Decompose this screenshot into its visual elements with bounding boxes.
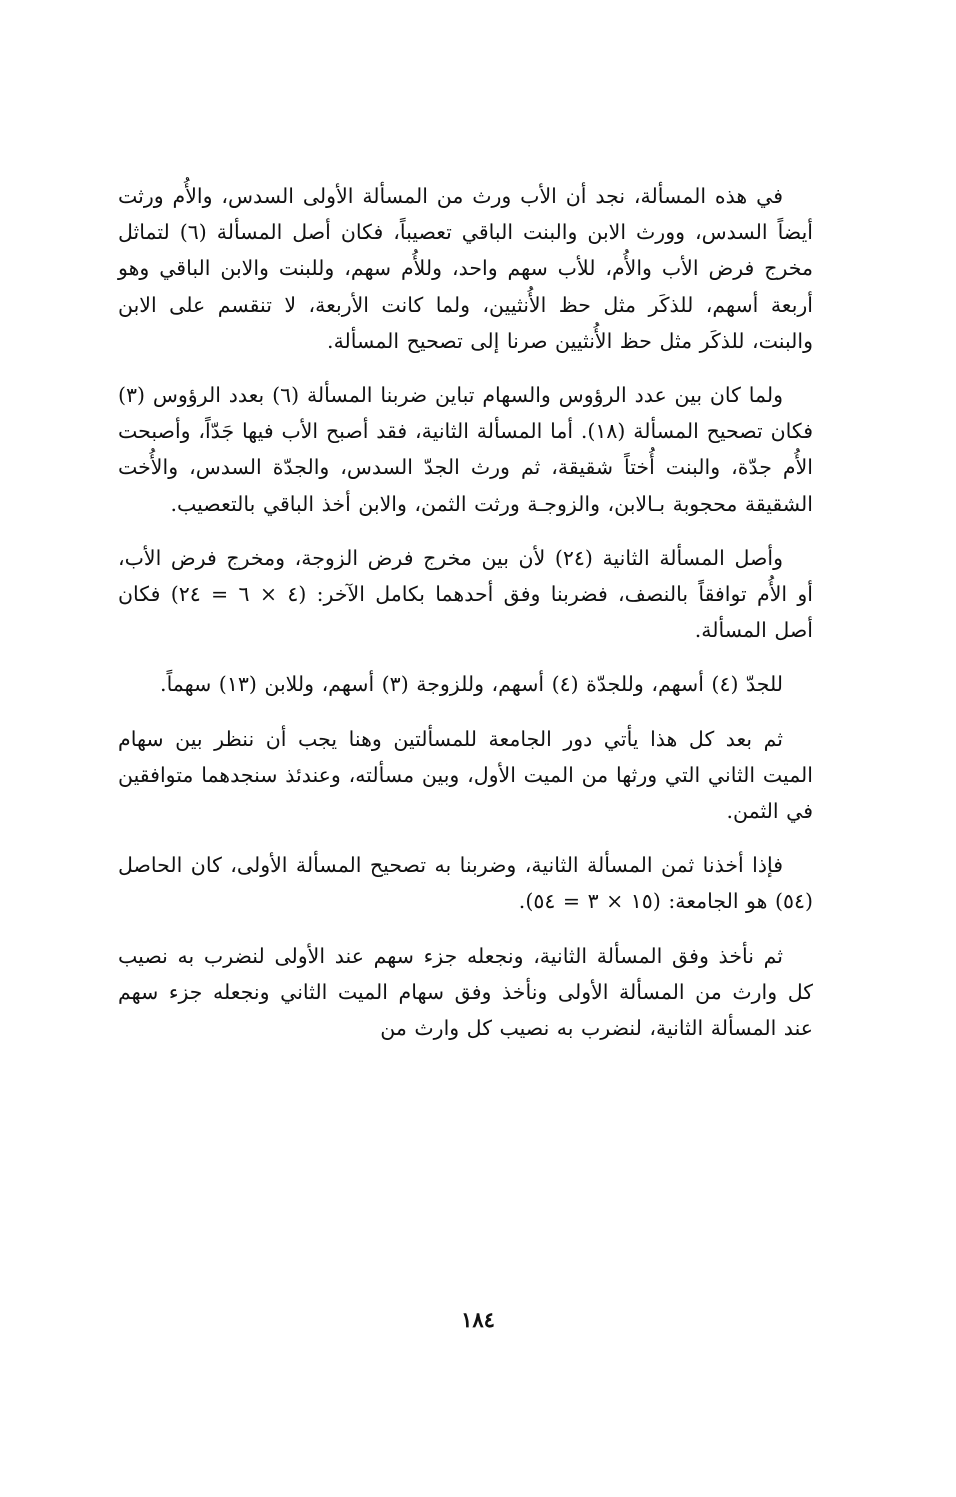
paragraph-6: فإذا أخذنا ثمن المسألة الثانية، وضربنا به تصحيح المسألة الأولى، كان الحاصل (٥٤) هو الجامعة: (١٥ × ٣ = ٥٤). [118,853,813,914]
paragraph-7: ثم نأخذ وفق المسألة الثانية، ونجعله جزء سهم عند الأولى لنضرب به نصيب كل وارث من المسألة الأولى ونأخذ وفق سهام الميت الثاني ونجعله جزء سهم عند المسألة الثانية، لنضرب به نصيب كل وارث من [118,943,813,1041]
page-number: ١٨٤ [461,1307,495,1332]
paragraph-3: وأصل المسألة الثانية (٢٤) لأن بين مخرج فرض الزوجة، ومخرج فرض الأب، أو الأُم توافقاً بالنصف، فضربنا وفق أحدهما بكامل الآخر: (٤ × ٦ = ٢٤) فكان أصل المسألة. [118,545,814,643]
paragraph-4: للجدّ (٤) أسهم، وللجدّة (٤) أسهم، وللزوجة (٣) أسهم، وللابن (١٣) سهماً. [160,672,783,697]
paragraph-2: ولما كان بين عدد الرؤوس والسهام تباين ضربنا المسألة (٦) بعدد الرؤوس (٣) فكان تصحيح المسألة (١٨). أما المسألة الثانية، فقد أصبح الأب فيها جَدّاً، وأصبحت الأُم جدّة، والبنت أُختاً شقيقة، ثم ورث الجدّ السدس، والجدّة السدس، والأُخت الشقيقة محجوبة بـالابن، والزوجـة ورثت الثمن، والابن أخذ الباقي بالتعصيب. [118,383,814,516]
paragraph-1: في هذه المسألة، نجد أن الأب ورث من المسألة الأولى السدس، والأُم ورثت أيضاً السدس، وورث الابن والبنت الباقي تعصيباً، فكان أصل المسألة (٦) لتماثل مخرج فرض الأب والأُم، للأب سهم واحد، وللأُم سهم، وللبنت والابن الباقي وهو أربعة أسهم، للذكَر مثل حظ الأُنثيين، ولما كانت الأربعة، لا تنقسم على الابن والبنت، للذكَر مثل حظ الأُنثيين صرنا إلى تصحيح المسألة. [118,184,813,353]
paragraph-5: ثم بعد كل هذا يأتي دور الجامعة للمسألتين وهنا يجب أن ننظر بين سهام الميت الثاني التي ورثها من الميت الأول، وبين مسألته، وعندئذ سنجدهما متوافقين في الثمن. [118,726,813,824]
page-body [118,178,813,1064]
